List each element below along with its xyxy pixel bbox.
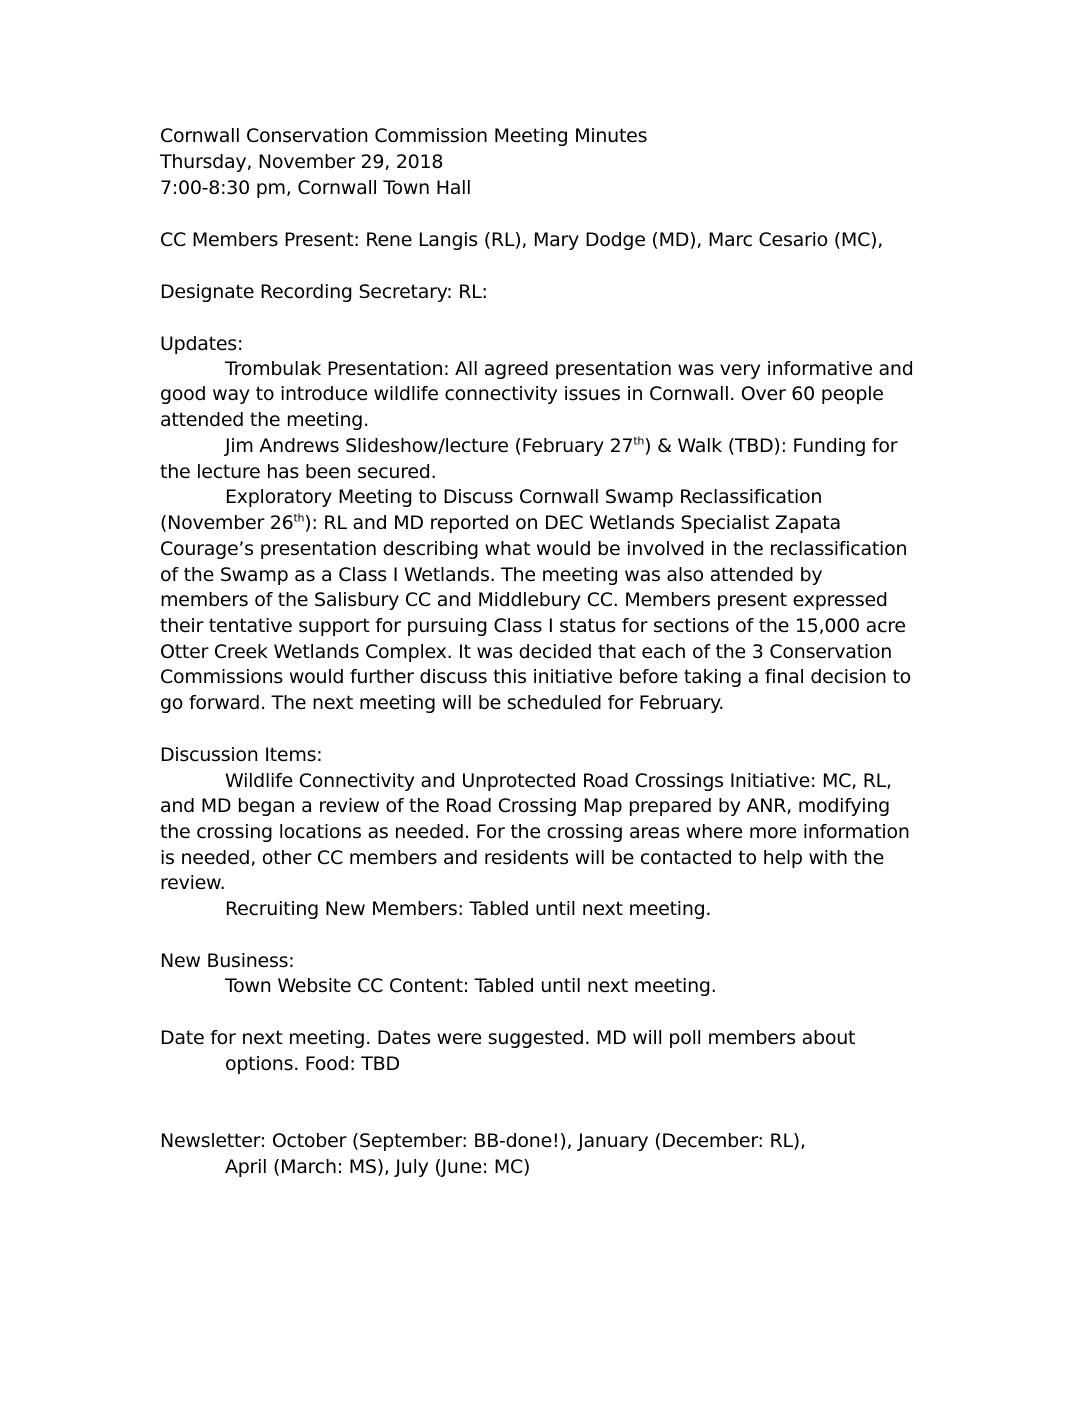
next-meeting-line-1: Date for next meeting. Dates were suggested. MD will poll members about: [160, 1027, 856, 1049]
next-meeting-line-2: options. Food: TBD: [225, 1053, 400, 1075]
andrews-text-a: Jim Andrews Slideshow/lecture (February 27: [225, 435, 634, 457]
meeting-time-place: 7:00-8:30 pm, Cornwall Town Hall: [160, 177, 472, 199]
swamp-line-4: of the Swamp as a Class I Wetlands. The meeting was also attended by: [160, 564, 823, 586]
members-present: CC Members Present: Rene Langis (RL), Mary Dodge (MD), Marc Cesario (MC),: [160, 229, 884, 251]
swamp-line-2: [160, 510, 841, 536]
andrews-superscript: th: [633, 434, 645, 448]
andrews-text-b: ) & Walk (TBD): Funding for: [644, 435, 898, 457]
trombulak-line-2: good way to introduce wildlife connectivity issues in Cornwall. Over 60 people: [160, 383, 884, 405]
updates-heading: Updates:: [160, 333, 244, 355]
swamp-line-3: Courage’s presentation describing what would be involved in the reclassification: [160, 538, 908, 560]
newsletter-line-2: April (March: MS), July (June: MC): [225, 1156, 531, 1178]
wildlife-line-4: is needed, other CC members and residents will be contacted to help with the: [160, 847, 885, 869]
wildlife-line-2: and MD began a review of the Road Crossing Map prepared by ANR, modifying: [160, 795, 890, 817]
document-title: Cornwall Conservation Commission Meeting Minutes: [160, 125, 648, 147]
swamp-text-b: ): RL and MD reported on DEC Wetlands Specialist Zapata: [304, 512, 841, 534]
website-line: Town Website CC Content: Tabled until next meeting.: [225, 975, 717, 997]
swamp-text-a: (November 26: [160, 512, 294, 534]
swamp-line-8: Commissions would further discuss this initiative before taking a final decision to: [160, 666, 912, 688]
recruiting-line: Recruiting New Members: Tabled until next meeting.: [225, 898, 712, 920]
recording-secretary: Designate Recording Secretary: RL:: [160, 281, 488, 303]
andrews-line-1: [225, 433, 897, 459]
wildlife-line-5: review.: [160, 872, 226, 894]
discussion-heading: Discussion Items:: [160, 744, 323, 766]
andrews-line-2: the lecture has been secured.: [160, 461, 437, 483]
swamp-line-9: go forward. The next meeting will be scheduled for February.: [160, 692, 725, 714]
swamp-line-5: members of the Salisbury CC and Middlebury CC. Members present expressed: [160, 589, 888, 611]
wildlife-line-3: the crossing locations as needed. For the crossing areas where more information: [160, 821, 910, 843]
swamp-superscript: th: [293, 511, 305, 525]
swamp-line-6: their tentative support for pursuing Class I status for sections of the 15,000 acre: [160, 615, 906, 637]
swamp-line-1: Exploratory Meeting to Discuss Cornwall Swamp Reclassification: [225, 486, 823, 508]
newsletter-line-1: Newsletter: October (September: BB-done!), January (December: RL),: [160, 1130, 806, 1152]
wildlife-line-1: Wildlife Connectivity and Unprotected Road Crossings Initiative: MC, RL,: [225, 770, 892, 792]
swamp-line-7: Otter Creek Wetlands Complex. It was decided that each of the 3 Conservation: [160, 641, 893, 663]
new-business-heading: New Business:: [160, 950, 295, 972]
meeting-date: Thursday, November 29, 2018: [160, 151, 444, 173]
trombulak-line-3: attended the meeting.: [160, 409, 369, 431]
trombulak-line-1: Trombulak Presentation: All agreed presentation was very informative and: [225, 358, 914, 380]
